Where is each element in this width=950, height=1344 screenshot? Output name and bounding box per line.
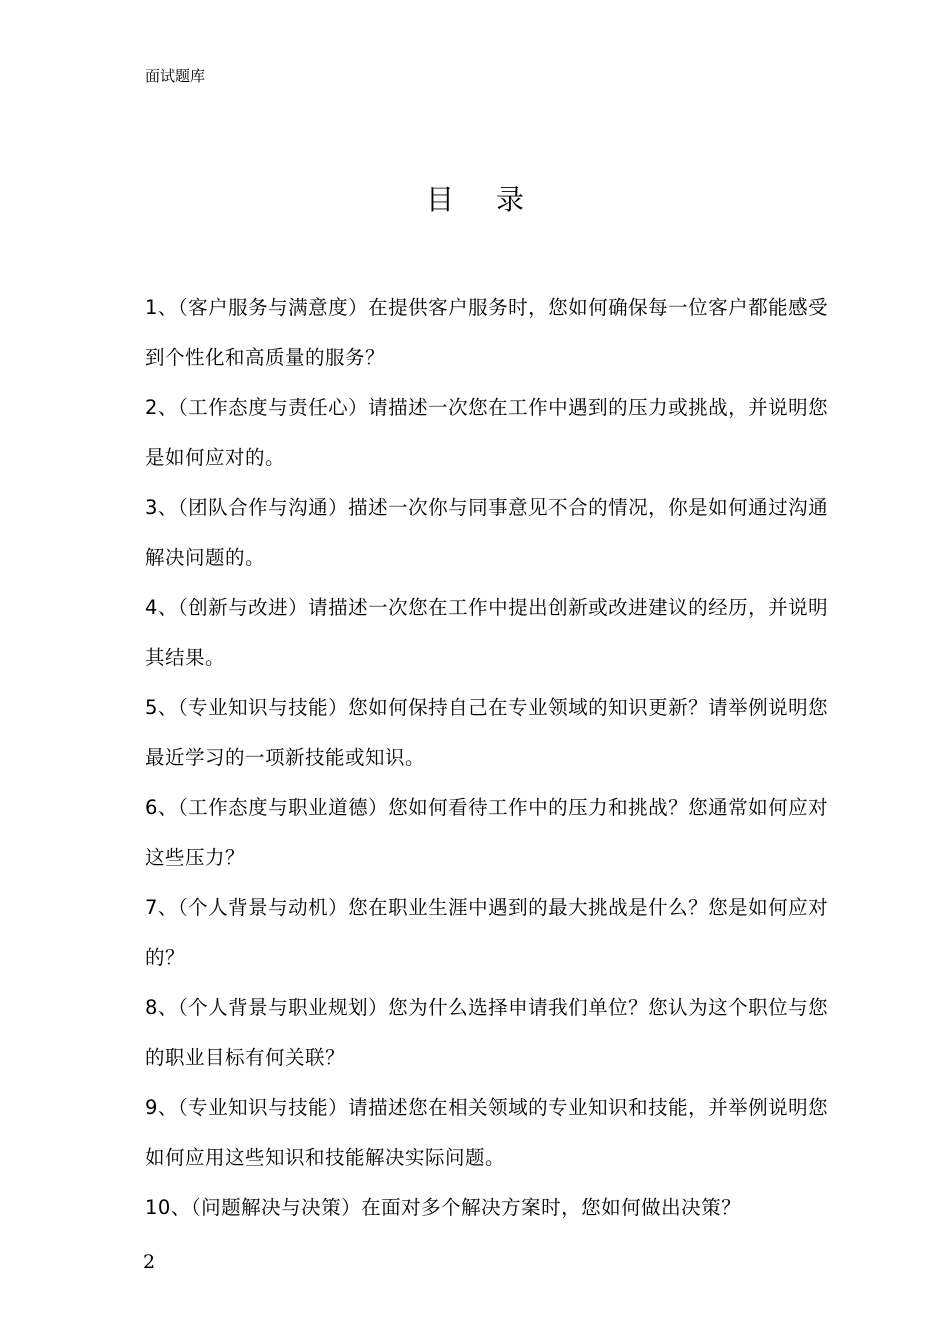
toc-item: 10、（问题解决与决策）在面对多个解决方案时，您如何做出决策？ [145, 1196, 742, 1219]
toc-item: 3、（团队合作与沟通）描述一次你与同事意见不合的情况，你是如何通过沟通解决问题的。 [145, 496, 829, 569]
page-number: 2 [143, 1251, 156, 1273]
toc-item: 2、（工作态度与责任心）请描述一次您在工作中遇到的压力或挑战，并说明您是如何应对的。 [145, 396, 829, 469]
page-header: 面试题库 [145, 67, 206, 85]
toc-item: 8、（个人背景与职业规划）您为什么选择申请我们单位？您认为这个职位与您的职业目标有何关联？ [145, 996, 829, 1069]
toc-list [145, 283, 830, 1233]
toc-title: 目录 [425, 183, 566, 216]
toc-item: 4、（创新与改进）请描述一次您在工作中提出创新或改进建议的经历，并说明其结果。 [145, 596, 829, 669]
toc-item: 9、（专业知识与技能）请描述您在相关领域的专业知识和技能，并举例说明您如何应用这些知识和技能解决实际问题。 [145, 1096, 829, 1169]
toc-item: 7、（个人背景与动机）您在职业生涯中遇到的最大挑战是什么？您是如何应对的？ [145, 896, 829, 969]
toc-item: 5、（专业知识与技能）您如何保持自己在专业领域的知识更新？请举例说明您最近学习的一项新技能或知识。 [145, 696, 829, 769]
toc-item: 1、（客户服务与满意度）在提供客户服务时，您如何确保每一位客户都能感受到个性化和高质量的服务？ [145, 296, 829, 369]
toc-item: 6、（工作态度与职业道德）您如何看待工作中的压力和挑战？您通常如何应对这些压力？ [145, 796, 829, 869]
